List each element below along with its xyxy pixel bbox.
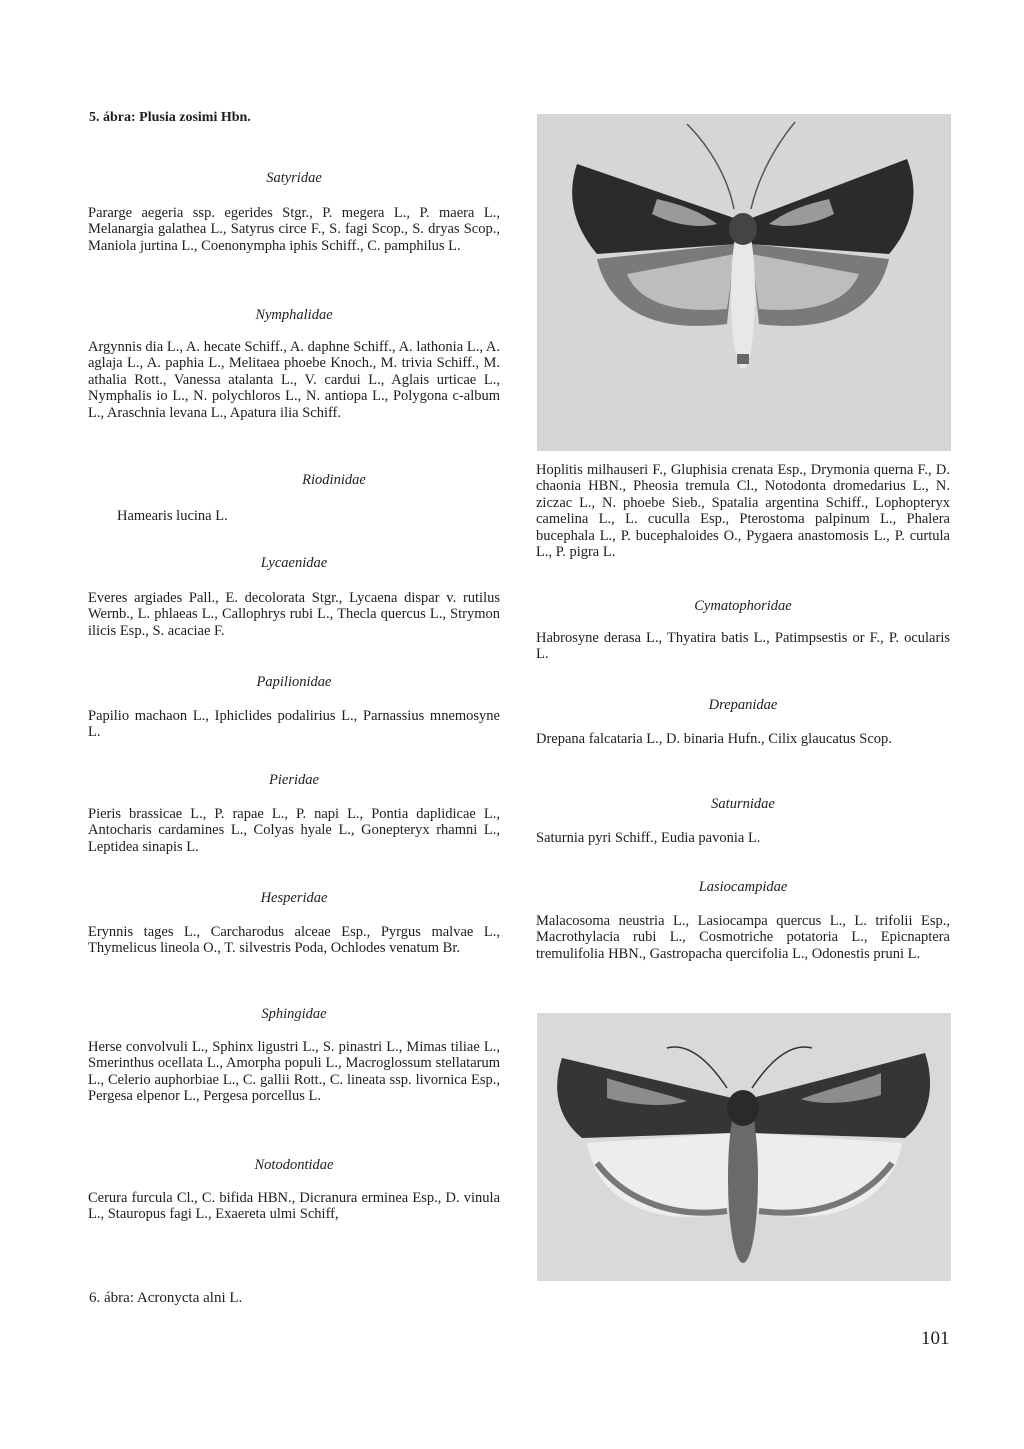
text-notodontidae-continued: Hoplitis milhauseri F., Gluphisia crenata Esp., Drymonia querna F., D. chaonia HBN., Pheosia tremula Cl., Notodonta dromedarius L., N. ziczac L., N. phoebe Sieb., Spatalia argentina Schiff., Lophopteryx camelina L., L. cucullа Esp., Pterostoma palpinum L., Phalera bucephala L., P. bucephaloides O., Pygaera anastomosis L., P. curtula L., P. pigra L. (536, 462, 950, 561)
text-drepanidae: Drepana falcataria L., D. binaria Hufn., Cilix glaucatus Scop. (536, 731, 892, 747)
text-papilionidae: Papilio machaon L., Iphiclides podalirius L., Parnassius mnemosyne L. (88, 708, 500, 741)
text-nymphalidae: Argynnis dia L., A. hecate Schiff., A. daphne Schiff., A. lathonia L., A. aglaja L., A. paphia L., Melitaea phoebe Knoch., M. trivia Schiff., M. athalia Rott., Vanessa atalanta L., V. cardui L., Aglais urticae L., Nymphalis io L., N. polychloros L., N. antiopa L., Polygona c-album L., Araschnia levana L., Apatura ilia Schiff. (88, 339, 500, 421)
figure6-caption: 6. ábra: Acronycta alni L. (89, 1290, 243, 1306)
text-riodinidae: Hamearis lucina L. (117, 508, 228, 524)
heading-lycaenidae: Lycaenidae (260, 555, 328, 571)
text-satyridae: Pararge aegeria ssp. egerides Stgr., P. megera L., P. maera L., Melanargia galathea L., Satyrus circe F., S. fagi Scop., S. dryas Scop., Maniola jurtina L., Coenonympha iphis Schiff., C. pamphilus L. (88, 205, 500, 254)
heading-pieridae: Pieridae (269, 772, 319, 788)
heading-cymatophoridae: Cymatophoridae (694, 598, 792, 614)
text-lasiocampidae: Malacosoma neustria L., Lasiocampa quercus L., L. trifolii Esp., Macrothylacia rubi L., Cosmotriche potatoria L., Epicnaptera tremulifolia HBN., Gastropacha quercifolia L., Odonestis pruni L. (536, 913, 950, 962)
heading-lasiocampidae: Lasiocampidae (698, 879, 788, 895)
heading-sphingidae: Sphingidae (261, 1006, 327, 1022)
text-pieridae: Pieris brassicae L., P. rapae L., P. napi L., Pontia daplidicae L., Antocharis cardamines L., Colyas hyale L., Gonepteryx rhamni L., Leptidea sinapis L. (88, 806, 500, 855)
heading-drepanidae: Drepanidae (708, 697, 778, 713)
heading-notodontidae: Notodontidae (254, 1157, 334, 1173)
text-lycaenidae: Everes argiades Pall., E. decolorata Stgr., Lycaena dispar v. rutilus Wernb., L. phlaeas L., Callophrys rubi L., Thecla quercus L., Strymon ilicis Esp., S. acaciae F. (88, 590, 500, 639)
text-cymatophoridae: Habrosyne derasa L., Thyatira batis L., Patimpsestis or F., P. ocularis L. (536, 630, 950, 663)
photo-plusia-zosimi (537, 114, 951, 451)
heading-hesperidae: Hesperidae (260, 890, 328, 906)
moth-acronycta-illustration (537, 1013, 951, 1281)
text-hesperidae: Erynnis tages L., Carcharodus alceae Esp., Pyrgus malvae L., Thymelicus lineola O., T. silvestris Poda, Ochlodes venatum Br. (88, 924, 500, 957)
moth-plusia-illustration (537, 114, 951, 451)
text-saturnidae: Saturnia pyri Schiff., Eudia pavonia L. (536, 830, 761, 846)
text-notodontidae: Cerura furcula Cl., C. bifida HBN., Dicranura erminea Esp., D. vinula L., Stauropus fagi L., Exaereta ulmi Schiff, (88, 1190, 500, 1223)
heading-riodinidae: Riodinidae (302, 472, 366, 488)
heading-satyridae: Satyridae (266, 170, 322, 186)
heading-nymphalidae: Nymphalidae (255, 307, 333, 323)
heading-saturnidae: Saturnidae (711, 796, 775, 812)
heading-papilionidae: Papilionidae (256, 674, 332, 690)
text-sphingidae: Herse convolvuli L., Sphinx ligustri L., S. pinastri L., Mimas tiliae L., Smerinthus ocellata L., Amorpha populi L., Macroglossum stellatarum L., Celerio auphorbiae L., C. gallii Rott., C. lineata ssp. livornica Esp., Pergesa elpenor L., Pergesa porcellus L. (88, 1039, 500, 1105)
photo-acronycta-alni (537, 1013, 951, 1281)
page-number: 101 (921, 1328, 950, 1349)
figure5-caption: 5. ábra: Plusia zosimi Hbn. (89, 110, 251, 125)
